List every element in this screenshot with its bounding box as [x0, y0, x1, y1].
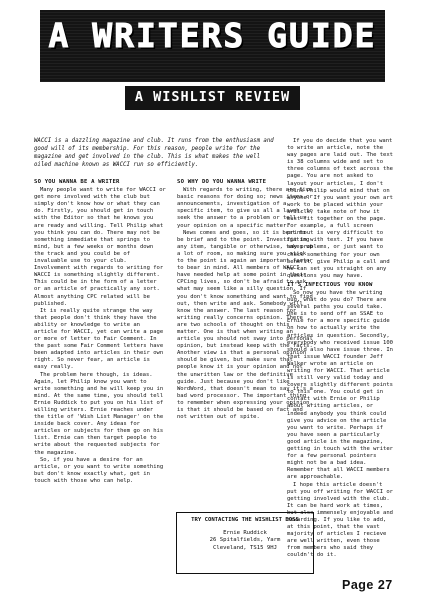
- column-1: [34, 177, 166, 575]
- intro-paragraph: WACCI is a dazzling magazine and club. It runs from the enthusiasm and good will of its membership. For this reason, people write for the magazine and get involved in the club. This is what makes the well oiled machine known as WACCI run so efficiently.: [34, 138, 274, 169]
- body-paragraph: So now you have the writing bug, what do you do? There are several paths you could take. One is to send off an SSAE to Ernie for a more specific guide on how to actually write the articles in question. Secondly, everybody who received issue 100 should also have issue three. In that issue WACCI founder Jeff Walker wrote an article on writing for WACCI. That article is still very valid today and covers slightly different points to this one. You could get in contact with Ernie or Philip about writing articles, or indeed anybody you think could give you advice on the article you want to write. Perhaps if you have seen a particularly good article in the magazine, getting in touch with the writer for a few personal pointers might not be a bad idea. Remember that all WACCI members are approachable.: [287, 289, 393, 481]
- subtitle-banner: [125, 86, 300, 110]
- page-title: A WRITERS GUIDE: [48, 16, 377, 55]
- section-heading: SO WHY DO YOU WANNA WRITE: [177, 179, 267, 185]
- section-heading: SO YOU WANNA BE A WRITER: [34, 179, 120, 185]
- body-paragraph: It is really quite strange the way that people don't think they have the ability or knowledge to write an article for WACCI, yet can write a page or more of letter to Fair Comment. In the past some Fair Comment letters have been adapted into articles in their own right. So never fear, an article is easy really.: [34, 307, 164, 371]
- body-paragraph: News comes and goes, so it is best to be brief and to the point. Investigating any item, tangible or otherwise, takes up a lot of room, so making sure you stick to the point is again an important factor to bear in mind. All members of WACCI have needed help at some point in their CPCing lives, so don't be afraid to ask what may seem like a silly question. If you don't know something and want to find out, then write and ask. Somebody will know the answer. The last reason for writing really concerns opinion. There are two schools of thought on this matter. One is that when writing an article you should not sway into personal opinion, but instead keep with the facts. Another view is that a personal opinion should be given, but make sure that people know it is your opinion and not the unwritten law or the definitive guide. Just because you don't like WordWord, that doesn't mean to say it's a bad word processor. The important thing to remember when expressing your opinion, is that it should be based on fact and not written out of spite.: [177, 229, 313, 421]
- title-banner: [40, 10, 385, 82]
- body-paragraph: So, if you have a desire for an article, or you want to write something but don't know exactly what, get in touch with those who can help.: [34, 456, 164, 484]
- body-paragraph: The problem here though, is ideas. Again, let Philip know you want to write something and he will keep you in mind. At the same time, you should tell Ernie Ruddick to put you on his list of willing writers. Ernie reaches under the title of 'Wish List Manager' on the inside back cover. Any ideas for articles or subjects for them go on his list. Ernie can then target people to write about the requested subjects for the magazine.: [34, 371, 164, 456]
- page-subtitle: A WISHLIST REVIEW: [134, 89, 291, 105]
- page-number: Page 27: [342, 578, 393, 592]
- body-paragraph: I hope this article doesn't put you off writing for WACCI or getting involved with the club. It can be hard work at times, but also immensely enjoyable and rewarding. If you like to add, at this point, that the vast majority of articles I recieve are well written, even those from members who said they couldn't do it.: [287, 481, 393, 559]
- contact-address-line: 26 Spitalfields, Yarm: [209, 537, 281, 544]
- contact-title: TRY CONTACTING THE WISHLIST BOSS: [191, 517, 299, 523]
- column-3: [287, 138, 393, 588]
- section-heading: IT'S INFECTIOUS YOU KNOW: [287, 281, 373, 288]
- body-paragraph: With regards to writing, there are five basic reasons for doing so; news items or announcements, investigation of a specific item, to give us all a laugh, to seek the answer to a problem or tell us your opinion on a specific matter.: [177, 187, 313, 229]
- body-paragraph: Many people want to write for WACCI or get more involved with the club but simply don't know how or what they can do. Firstly, you should get in touch with the Editor so that he knows you are ready and willing. Tell Philip what you think you can do. There may not be something immediate that springs to mind, but a few weeks or months down the track and you could be of invaluable use to your club. Involvement with regards to writing for WACCI is something slightly different. This could be in the form of a letter or an article of practically any sort. Almost anything CPC related will be published.: [34, 187, 166, 307]
- body-paragraph: If you do decide that you want to write an article, note the way pages are laid out. The text is 38 columns wide and set to three columns of text across the page. You are not asked to layout your articles, I don't think Philip would mind that on anyone. If you want your own art work to be placed within your article, take note of how it must fit together on the page. For example, a full screen printout is very difficult to fit in with text. If you have any problems, or just want to check something for your own benefit, give Philip a call and he can set you straight on any questions you may have.: [287, 138, 393, 279]
- contact-address-line: Cleveland, TS15 9HJ: [213, 544, 277, 551]
- contact-name: Ernie Ruddick: [223, 529, 267, 536]
